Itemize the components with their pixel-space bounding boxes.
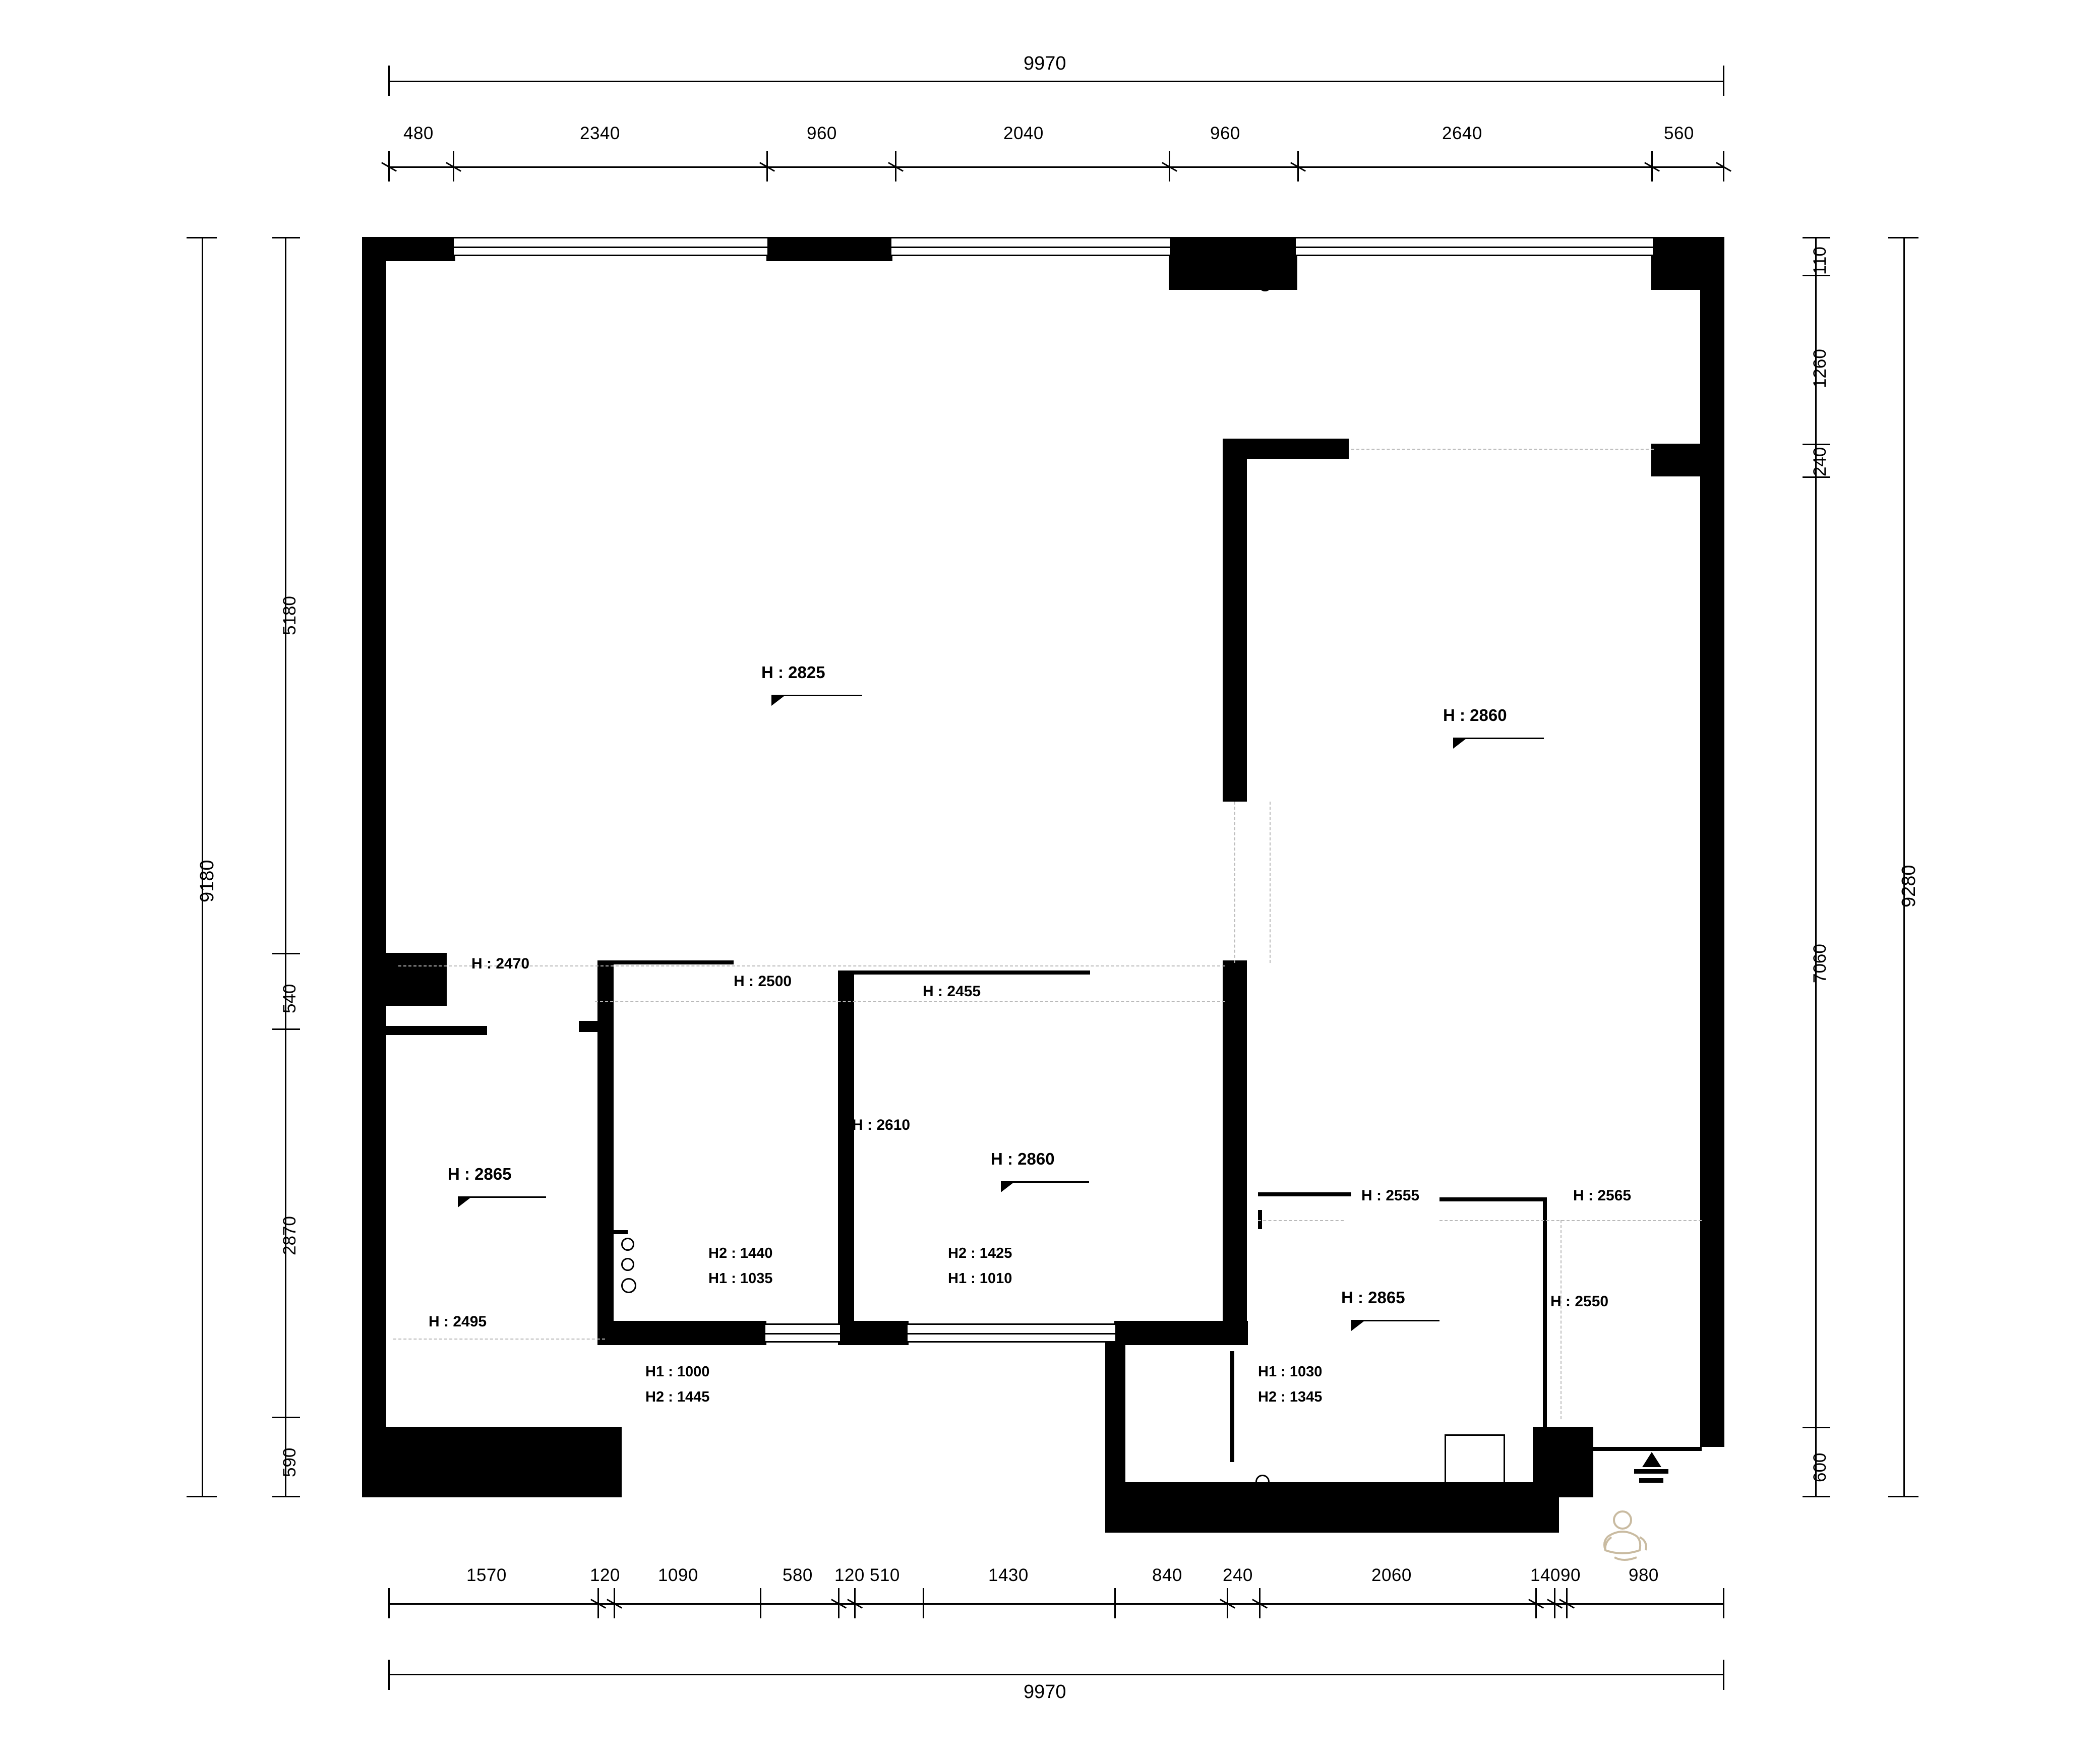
- height-note-2550: H : 2550: [1550, 1293, 1609, 1310]
- height-note-2470: H : 2470: [471, 955, 530, 972]
- height-note-2500: H : 2500: [734, 973, 792, 990]
- right-seg-dim-line: [1815, 237, 1817, 1497]
- dashed-ceiling-vert-mid: [1234, 802, 1235, 963]
- opening-note-left-bedroom-line1: H1 : 1000: [645, 1364, 710, 1380]
- left-dim-1: 540: [280, 984, 299, 1013]
- wall-master-bedroom-left-lower: [1223, 960, 1247, 1339]
- top-dim-5: 2640: [1442, 124, 1482, 143]
- door-leaf-top-right-2: [1684, 252, 1688, 280]
- top-dim-6: 560: [1664, 124, 1694, 143]
- window-top-left: [454, 237, 767, 256]
- opening-note-bathroom-line1: H1 : 1030: [1258, 1364, 1323, 1380]
- bottom-dim-12: 980: [1629, 1565, 1659, 1585]
- door-leaf-entry-top-right: [1261, 252, 1265, 282]
- bottom-dim-8: 240: [1223, 1565, 1253, 1585]
- wall-bedroom-left-top: [597, 960, 734, 964]
- door-hinge-top-right: [1682, 276, 1695, 289]
- left-dim-2: 2870: [280, 1216, 299, 1255]
- wall-bathroom-right-stub: [1533, 1427, 1593, 1497]
- wall-bathroom-counter-top: [1258, 1192, 1351, 1196]
- height-note-2565: H : 2565: [1573, 1187, 1632, 1204]
- wall-bedrooms-bottom-a: [597, 1321, 766, 1345]
- wall-bedrooms-bottom-b: [838, 1321, 909, 1345]
- left-dim-0: 5180: [280, 596, 299, 635]
- height-tag-bathroom-leader: [1351, 1320, 1439, 1321]
- dashed-ceiling-bedroom-left: [393, 1339, 605, 1340]
- window-top-right: [1296, 237, 1653, 256]
- window-bedroom-mid-bottom: [908, 1323, 1115, 1343]
- opening-note-mid-a-line1: H2 : 1440: [708, 1245, 773, 1261]
- right-dim-2: 240: [1810, 447, 1830, 476]
- right-overall-dim-label: 9280: [1898, 865, 1919, 907]
- bottom-overall-dim-line: [388, 1674, 1724, 1675]
- height-tag-bedroom-mid: H : 2860: [991, 1149, 1055, 1168]
- sill-left-room: [386, 1026, 487, 1035]
- wall-bedrooms-bottom-c: [1114, 1321, 1248, 1345]
- wall-bathroom-divider: [1543, 1197, 1547, 1429]
- top-seg-dim-line: [388, 166, 1724, 168]
- dashed-ceiling-top-right: [1351, 449, 1654, 450]
- bottom-dim-6: 1430: [988, 1565, 1029, 1585]
- door-hinge-bathroom: [1255, 1475, 1270, 1489]
- top-dim-4: 960: [1210, 124, 1240, 143]
- wall-exterior-bottom-left: [362, 1427, 622, 1497]
- height-tag-bedroom-left: H : 2865: [448, 1165, 512, 1183]
- top-dim-3: 2040: [1003, 124, 1044, 143]
- top-dim-2: 960: [807, 124, 837, 143]
- height-tag-bedroom-left-flag: [458, 1197, 471, 1207]
- height-tag-living-room-leader: [771, 695, 862, 696]
- height-tag-living-room-flag: [771, 696, 785, 706]
- door-leaf-bathroom: [1230, 1351, 1234, 1462]
- dashed-ceiling-bath-1: [1439, 1220, 1702, 1221]
- dashed-ceiling-bath-vert: [1561, 1220, 1562, 1419]
- bottom-seg-dim-line: [388, 1603, 1724, 1605]
- bottom-dim-3: 580: [783, 1565, 813, 1585]
- bottom-dim-10: 140: [1530, 1565, 1561, 1585]
- door-frame-left-room: [579, 1021, 599, 1032]
- height-tag-master-bedroom-leader: [1453, 738, 1544, 739]
- wall-bathroom-divider-top: [1439, 1197, 1545, 1201]
- window-top-mid: [891, 237, 1170, 256]
- wall-bathroom-right-edge: [1593, 1447, 1702, 1451]
- bottom-dim-11: 90: [1561, 1565, 1581, 1585]
- height-tag-bedroom-mid-leader: [1001, 1181, 1089, 1183]
- wall-master-bedroom-left-upper: [1223, 439, 1247, 802]
- fixture-dot-1: [621, 1238, 634, 1251]
- height-tag-bedroom-mid-flag: [1001, 1182, 1014, 1192]
- bottom-dim-1: 120: [590, 1565, 620, 1585]
- right-dim-0: 110: [1810, 247, 1830, 275]
- height-tag-master-bedroom: H : 2860: [1443, 706, 1507, 724]
- fixture-dot-2: [621, 1258, 634, 1271]
- wall-left-pier-mid: [386, 953, 447, 1006]
- top-overall-dim-line: [388, 81, 1724, 82]
- dashed-ceiling-vert-mid2: [1270, 802, 1271, 963]
- left-overall-dim-label: 9180: [197, 860, 218, 902]
- opening-note-bathroom-line2: H2 : 1345: [1258, 1389, 1323, 1405]
- wall-exterior-left: [362, 237, 386, 1497]
- left-dim-3: 590: [280, 1447, 299, 1477]
- dashed-ceiling-bath-2: [1258, 1220, 1344, 1221]
- top-dim-0: 480: [403, 124, 434, 143]
- right-dim-3: 7060: [1810, 944, 1830, 983]
- height-note-2555: H : 2555: [1361, 1187, 1420, 1204]
- top-dim-1: 2340: [580, 124, 620, 143]
- shower-tray: [1445, 1434, 1505, 1492]
- wall-bathroom-left: [1105, 1341, 1125, 1502]
- height-note-2610: H : 2610: [852, 1117, 911, 1133]
- wall-top-pier-1: [766, 237, 892, 261]
- bottom-dim-2: 1090: [658, 1565, 698, 1585]
- wall-bedroom-left-right: [597, 960, 614, 1326]
- fixture-rail: [613, 1230, 628, 1234]
- bottom-overall-dim-label: 9970: [1024, 1681, 1066, 1703]
- opening-note-mid-b-line1: H2 : 1425: [948, 1245, 1012, 1261]
- height-tag-bathroom-flag: [1351, 1321, 1364, 1331]
- dashed-ceiling-left-upper2: [595, 1001, 1225, 1002]
- top-overall-dim-label: 9970: [1024, 53, 1066, 74]
- wall-bedroom-mid-left: [838, 971, 854, 1328]
- left-seg-dim-line: [285, 237, 286, 1497]
- height-tag-master-bedroom-flag: [1453, 739, 1466, 749]
- wall-exterior-right: [1700, 237, 1724, 1447]
- door-hinge-top-mid: [1258, 278, 1272, 291]
- bottom-dim-0: 1570: [466, 1565, 507, 1585]
- height-tag-bedroom-left-leader: [458, 1196, 546, 1198]
- right-dim-1: 1260: [1810, 349, 1830, 388]
- top-overall-dim-ext-right: [1723, 66, 1724, 96]
- height-tag-bathroom: H : 2865: [1341, 1288, 1405, 1307]
- height-note-2495: H : 2495: [429, 1313, 487, 1330]
- fixture-dot-3: [621, 1278, 636, 1293]
- opening-note-mid-a-line2: H1 : 1035: [708, 1270, 773, 1287]
- wall-bedroom-mid-top: [838, 971, 1090, 975]
- wall-right-pier: [1651, 444, 1724, 476]
- opening-note-left-bedroom-line2: H2 : 1445: [645, 1389, 710, 1405]
- north-marker: [1631, 1452, 1671, 1497]
- bottom-dim-4: 120: [834, 1565, 865, 1585]
- height-tag-living-room: H : 2825: [761, 663, 825, 682]
- watermark-figure-icon: [1593, 1505, 1659, 1570]
- top-overall-dim-ext-left: [388, 66, 390, 96]
- bottom-dim-9: 2060: [1371, 1565, 1412, 1585]
- window-bedroom-left-bottom: [765, 1323, 840, 1343]
- height-note-2455: H : 2455: [923, 983, 981, 1000]
- bottom-dim-7: 840: [1152, 1565, 1182, 1585]
- opening-note-mid-b-line2: H1 : 1010: [948, 1270, 1012, 1287]
- wall-exterior-top-left-stub: [362, 237, 455, 261]
- wall-left-room-top-line: [597, 960, 602, 991]
- wall-top-pier-2: [1169, 237, 1297, 290]
- wall-bathroom-shelf: [1258, 1210, 1262, 1229]
- bottom-dim-5: 510: [870, 1565, 900, 1585]
- right-dim-4: 600: [1810, 1452, 1830, 1482]
